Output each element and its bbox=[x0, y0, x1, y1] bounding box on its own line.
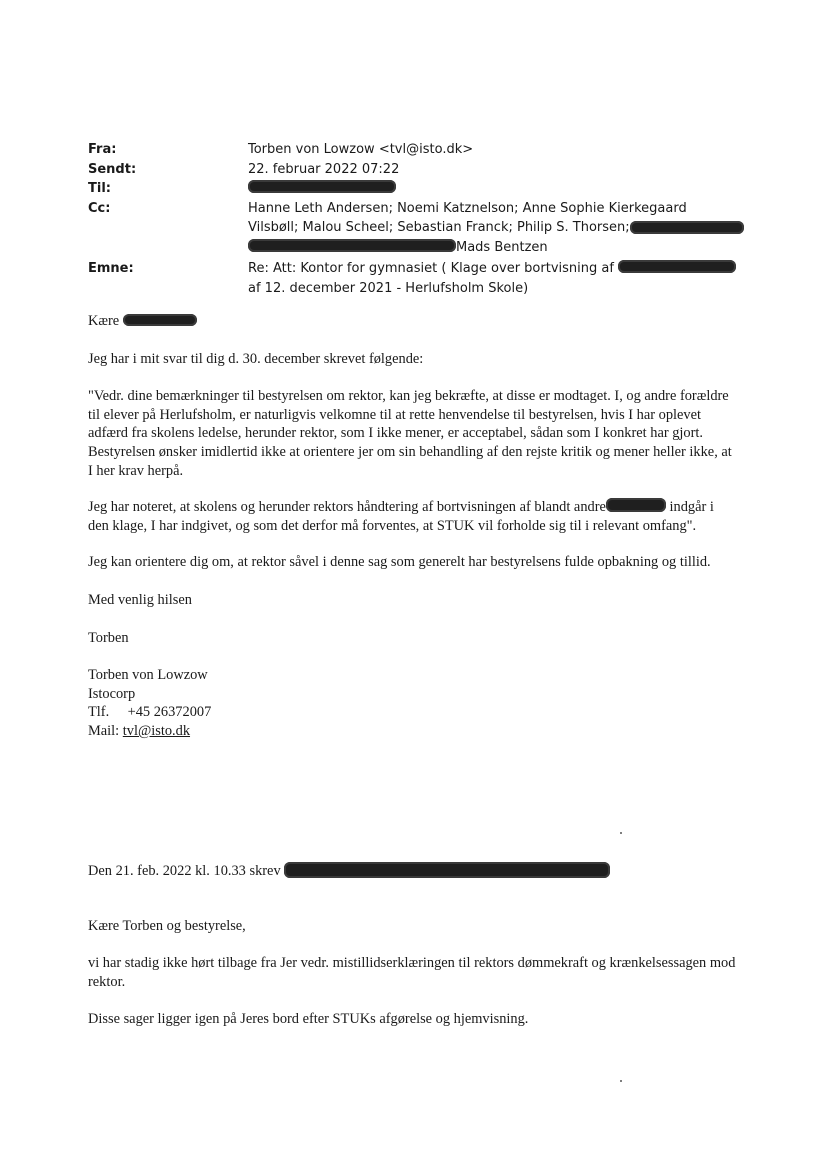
from-label: Fra: bbox=[88, 142, 117, 157]
written-line: Den 21. feb. 2022 kl. 10.33 skrev bbox=[88, 862, 738, 881]
signature-mail: Mail: tvl@isto.dk bbox=[88, 722, 191, 739]
previous-paragraph-1: vi har stadig ikke hørt tilbage fra Jer vedr. mistillidserklæringen til rektors dømmekraft og krænkelsessagen mod rektor. bbox=[88, 955, 736, 990]
scan-speck bbox=[620, 832, 622, 834]
previous-message bbox=[88, 862, 738, 1029]
from-row bbox=[88, 140, 748, 160]
email-header bbox=[88, 140, 748, 298]
cc-line-2: Vilsbøll; Malou Scheel; Sebastian Franck; Philip S. Thorsen; bbox=[248, 220, 630, 235]
redacted-addressee bbox=[123, 314, 197, 326]
to-row bbox=[88, 179, 748, 199]
sent-row bbox=[88, 160, 748, 180]
redacted-subject-name bbox=[618, 260, 736, 273]
subject-label: Emne: bbox=[88, 261, 134, 276]
redacted-recipient bbox=[248, 180, 396, 193]
redacted-cc-1 bbox=[630, 221, 744, 234]
signature-phone: Tlf. +45 26372007 bbox=[88, 704, 212, 721]
email-body bbox=[88, 312, 738, 741]
scan-speck bbox=[620, 1080, 622, 1082]
signature bbox=[88, 666, 738, 740]
subject-line-1: Re: Att: Kontor for gymnasiet ( Klage over bortvisning af bbox=[248, 261, 614, 276]
intro-text: Jeg har i mit svar til dig d. 30. december skrevet følgende: bbox=[88, 350, 424, 367]
redacted-child-name bbox=[606, 498, 666, 512]
redacted-sender bbox=[284, 862, 610, 878]
cc-row bbox=[88, 199, 748, 258]
first-name: Torben bbox=[88, 629, 129, 646]
previous-greeting: Kære Torben og bestyrelse, bbox=[88, 917, 246, 934]
closing: Med venlig hilsen bbox=[88, 591, 192, 608]
email-link[interactable]: tvl@isto.dk bbox=[122, 722, 191, 739]
greeting: Kære bbox=[88, 312, 738, 331]
quote-paragraph-1: "Vedr. dine bemærkninger til bestyrelsen om rektor, kan jeg bekræfte, at disse er modtaget. I, og andre forældre til elever på Herlufsholm, er naturligvis velkomne til at rette henvendelse til bestyrelsen, hvis I har oplevet adfærd fra skolens ledelse, herunder rektor, som I ikke mener, er acceptabel, sådan som I konkret har gjort. Bestyrelsen ønsker imidlertid ikke at orientere jer om sin behandling af den rejste kritik og mener heller ikke, at I her krav herpå. bbox=[88, 388, 732, 479]
from-value: Torben von Lowzow <tvl@isto.dk> bbox=[248, 142, 474, 157]
quote-paragraph-2: Jeg har noteret, at skolens og herunder rektors håndtering af bortvisningen af blandt andre indgår i den klage, I har indgivet, og som det derfor må forventes, at STUK vil forholde sig til i relevant omfang". bbox=[88, 499, 714, 534]
sent-label: Sendt: bbox=[88, 161, 137, 177]
cc-label: Cc: bbox=[88, 200, 111, 216]
to-label: Til: bbox=[88, 181, 111, 196]
sent-value: 22. februar 2022 07:22 bbox=[248, 161, 400, 177]
signature-company: Istocorp bbox=[88, 685, 136, 702]
signature-name: Torben von Lowzow bbox=[88, 667, 208, 684]
redacted-cc-2 bbox=[248, 239, 456, 252]
previous-paragraph-2: Disse sager ligger igen på Jeres bord efter STUKs afgørelse og hjemvisning. bbox=[88, 1011, 529, 1028]
subject-line-2: af 12. december 2021 - Herlufsholm Skole) bbox=[248, 280, 529, 296]
cc-line-3: Mads Bentzen bbox=[456, 239, 548, 255]
paragraph-3: Jeg kan orientere dig om, at rektor såvel i denne sag som generelt har bestyrelsens fulde opbakning og tillid. bbox=[88, 554, 711, 571]
cc-line-1: Hanne Leth Andersen; Noemi Katznelson; Anne Sophie Kierkegaard bbox=[248, 200, 687, 216]
subject-row bbox=[88, 259, 748, 298]
